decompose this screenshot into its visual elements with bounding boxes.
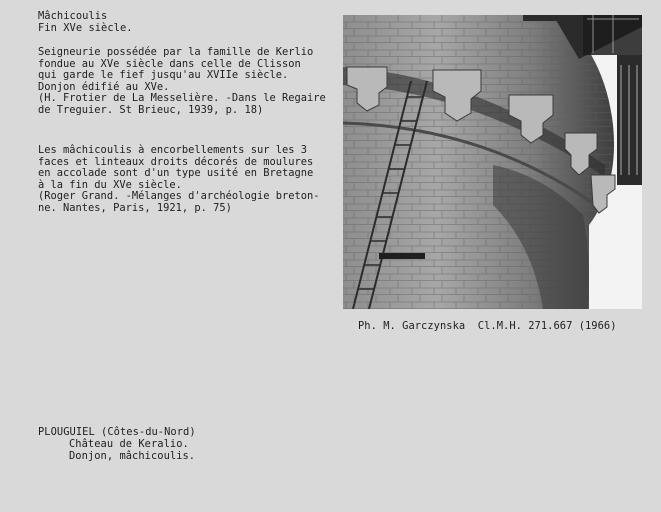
description-line: en accolade sont d'un type usité en Bretagne — [38, 167, 314, 180]
location-detail: Donjon, mâchicoulis. — [69, 450, 196, 462]
history-line: qui garde le fief jusqu'au XVIIe siècle. — [38, 69, 289, 82]
tower-photo-drawing — [343, 15, 642, 309]
location-commune: PLOUGUIEL (Côtes-du-Nord) — [38, 426, 196, 438]
card-date: Fin XVe siècle. — [38, 22, 133, 34]
description-line: à la fin du XVe siècle. — [38, 178, 182, 191]
history-line: fondue au XVe siècle dans celle de Clisson — [38, 57, 301, 70]
photo-credit: Ph. M. Garczynska Cl.M.H. 271.667 (1966) — [358, 320, 617, 332]
tower-photo — [343, 15, 642, 309]
history-text — [38, 47, 326, 117]
history-line: Seigneurie possédée par la famille de Kerlio — [38, 46, 314, 58]
history-line: Donjon édifié au XVe. — [38, 80, 170, 93]
description-line: (Roger Grand. -Mélanges d'archéologie breton- — [38, 190, 320, 203]
card-title: Mâchicoulis — [38, 10, 108, 22]
description-line: faces et linteaux droits décorés de moulures — [38, 155, 314, 168]
description-line: Les mâchicoulis à encorbellements sur les 3 — [38, 144, 307, 156]
description-line: ne. Nantes, Paris, 1921, p. 75) — [38, 201, 232, 214]
history-line: de Treguier. St Brieuc, 1939, p. 18) — [38, 103, 264, 116]
location-building: Château de Keralio. — [69, 438, 189, 450]
description-text — [38, 145, 320, 215]
history-line: (H. Frotier de La Messelière. -Dans le Regaire — [38, 92, 326, 105]
